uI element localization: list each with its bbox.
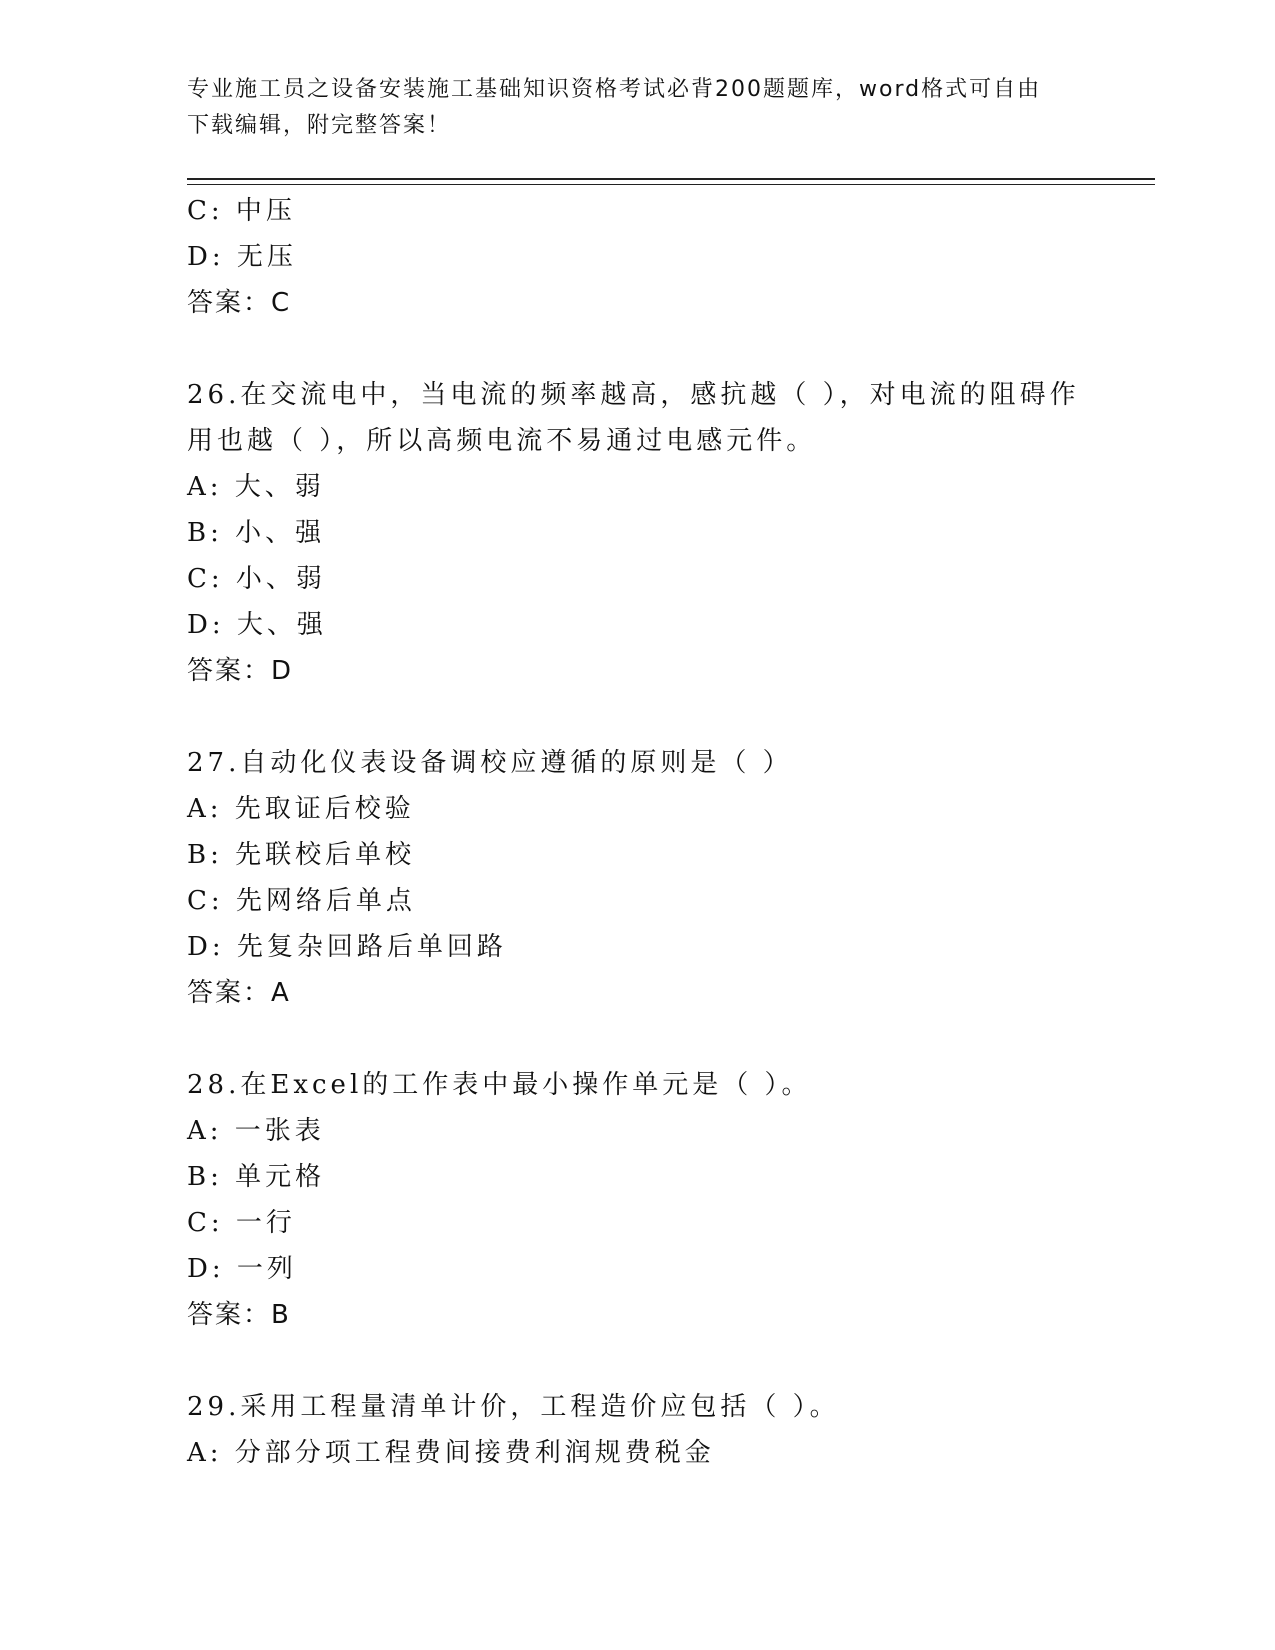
document-header	[187, 72, 1067, 144]
question-stem: 用也越（ ），所以高频电流不易通过电感元件。	[187, 426, 817, 456]
option-a: A: 分部分项工程费间接费利润规费税金	[187, 1438, 715, 1468]
question-stem: 28.在Excel的工作表中最小操作单元是（ ）。	[187, 1070, 812, 1100]
option-b: B: 先联校后单校	[187, 840, 416, 870]
spacer	[187, 1016, 1087, 1062]
option-c: C: 中压	[187, 196, 296, 226]
question-28	[187, 1062, 1087, 1338]
answer-line: 答案：A	[187, 978, 291, 1008]
option-d: D: 一列	[187, 1254, 297, 1284]
question-26	[187, 372, 1087, 694]
header-rule-thin	[187, 184, 1155, 185]
answer-line: 答案：B	[187, 1300, 291, 1330]
spacer	[187, 326, 1087, 372]
option-c: C: 一行	[187, 1208, 296, 1238]
question-25-partial	[187, 188, 1087, 326]
option-d: D: 大、强	[187, 610, 327, 640]
option-b: B: 单元格	[187, 1162, 326, 1192]
option-b: B: 小、强	[187, 518, 326, 548]
question-27	[187, 740, 1087, 1016]
question-stem: 26.在交流电中，当电流的频率越高，感抗越（ ），对电流的阻碍作	[187, 380, 1080, 410]
header-line-2: 下载编辑，附完整答案！	[187, 113, 452, 138]
option-a: A: 一张表	[187, 1116, 325, 1146]
option-a: A: 先取证后校验	[187, 794, 415, 824]
spacer	[187, 1338, 1087, 1384]
question-list	[187, 188, 1087, 1476]
option-c: C: 先网络后单点	[187, 886, 416, 916]
spacer	[187, 694, 1087, 740]
answer-line: 答案：D	[187, 656, 294, 686]
option-a: A: 大、弱	[187, 472, 325, 502]
answer-line: 答案：C	[187, 288, 292, 318]
option-d: D: 先复杂回路后单回路	[187, 932, 507, 962]
option-d: D: 无压	[187, 242, 297, 272]
header-line-1: 专业施工员之设备安装施工基础知识资格考试必背200题题库，word格式可自由	[187, 77, 1042, 102]
question-29	[187, 1384, 1087, 1476]
question-stem: 27.自动化仪表设备调校应遵循的原则是（ ）	[187, 748, 793, 778]
header-rule-thick	[187, 178, 1155, 180]
option-c: C: 小、弱	[187, 564, 326, 594]
question-stem: 29.采用工程量清单计价，工程造价应包括（ ）。	[187, 1392, 840, 1422]
